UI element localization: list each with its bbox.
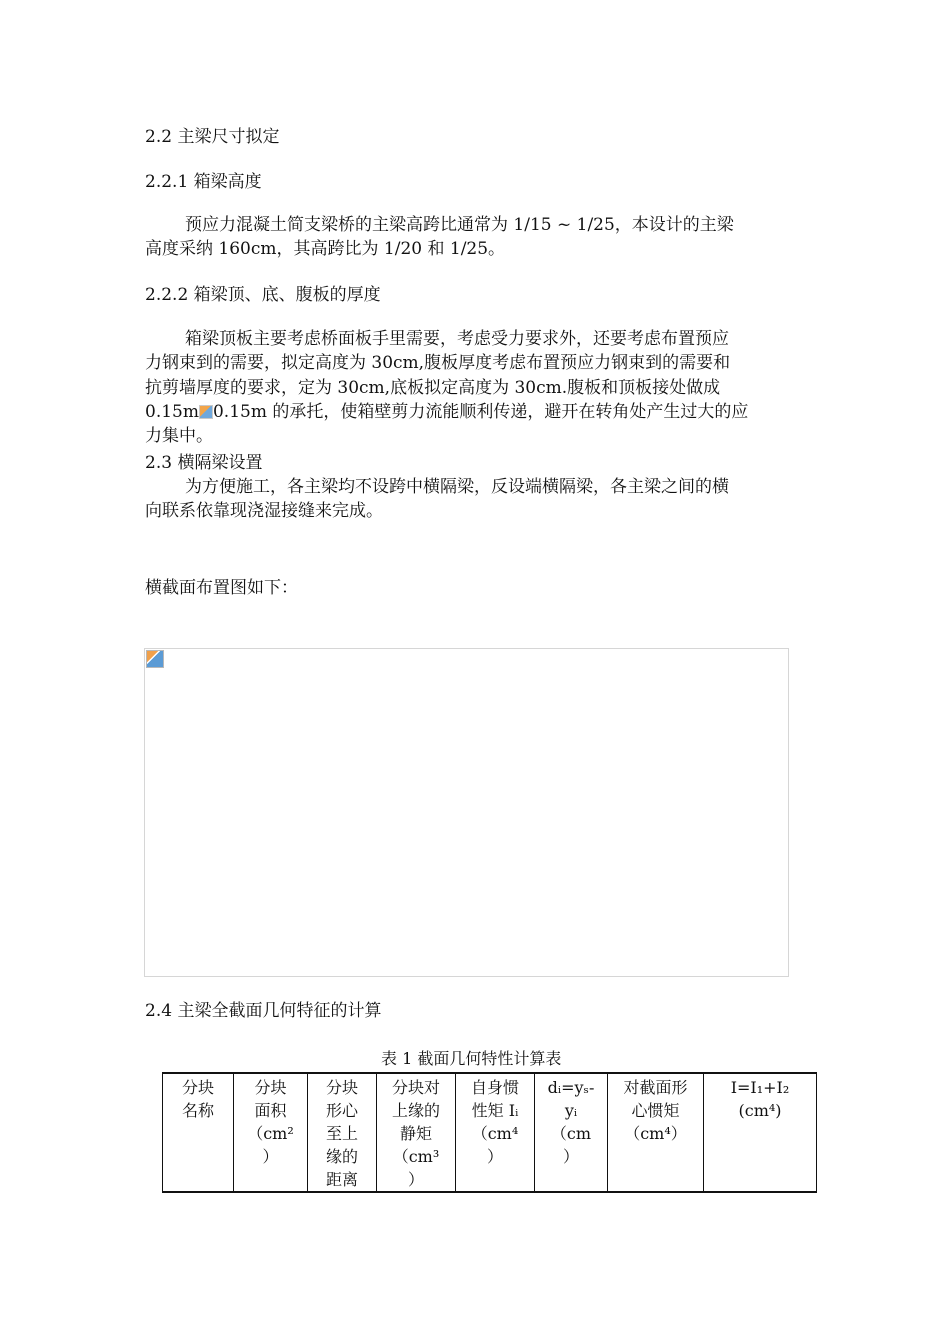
header-text: 距离 — [325, 1170, 358, 1189]
header-text: yᵢ — [564, 1101, 578, 1120]
header-text: ） — [407, 1170, 424, 1189]
header-text: 上缘的 — [391, 1101, 440, 1120]
figure-intro: 横截面布置图如下： — [145, 578, 298, 598]
header-text: dᵢ=yₛ- — [547, 1078, 595, 1097]
paragraph-diaphragm — [145, 475, 807, 524]
paragraph-line — [145, 400, 807, 424]
header-text: （cm² — [247, 1124, 294, 1143]
header-text: 心惯矩 — [631, 1101, 680, 1120]
paragraph-line: 向联系依靠现浇湿接缝来完成。 — [145, 501, 383, 522]
header-text: (cm⁴) — [738, 1101, 782, 1120]
cross-section-figure — [144, 648, 789, 977]
header-text: ） — [262, 1147, 279, 1166]
paragraph-line: 抗剪墙厚度的要求，定为 30cm,底板拟定高度为 30cm.腹板和顶板接处做成 — [145, 377, 721, 398]
header-text: 名称 — [181, 1101, 214, 1120]
paragraph-line: 为方便施工，各主梁均不设跨中横隔梁，反设端横隔梁，各主梁之间的横 — [185, 477, 729, 497]
header-text: 分块 — [325, 1078, 358, 1097]
header-text: 分块对 — [391, 1078, 440, 1097]
header-cell — [163, 1073, 234, 1192]
header-text: 分块 — [254, 1078, 287, 1097]
paragraph-text: 0.15m 的承托，使箱壁剪力流能顺利传递，避开在转角处产生过大的应 — [212, 401, 749, 422]
header-cell — [608, 1073, 704, 1192]
paragraph-line: 预应力混凝土简支梁桥的主梁高跨比通常为 1/15 ~ 1/25，本设计的主梁 — [185, 215, 734, 235]
header-text: （cm — [550, 1124, 592, 1143]
header-text: ） — [562, 1147, 579, 1166]
broken-image-icon — [146, 650, 164, 668]
heading-2-2: 2.2 主梁尺寸拟定 — [145, 127, 280, 147]
header-text: I=I₁+I₂ — [730, 1078, 790, 1097]
paragraph-plate-thickness — [145, 327, 807, 448]
heading-2-3: 2.3 横隔梁设置 — [145, 453, 263, 473]
table-caption: 表 1 截面几何特性计算表 — [381, 1049, 562, 1068]
header-text: 至上 — [325, 1124, 358, 1143]
header-cell — [308, 1073, 377, 1192]
paragraph-line: 箱梁顶板主要考虑桥面板手里需要，考虑受力要求外，还要考虑布置预应 — [185, 329, 729, 349]
header-text: 面积 — [254, 1101, 287, 1120]
header-cell — [377, 1073, 456, 1192]
header-text: ） — [486, 1147, 503, 1166]
header-text: 对截面形 — [623, 1078, 688, 1097]
table-header-row — [163, 1073, 817, 1192]
header-text: 性矩 Iᵢ — [471, 1101, 519, 1120]
paragraph-line: 力钢束到的需要，拟定高度为 30cm,腹板厚度考虑布置预应力钢束到的需要和 — [145, 353, 731, 374]
header-cell — [456, 1073, 535, 1192]
broken-image-icon — [199, 405, 213, 419]
header-cell — [234, 1073, 308, 1192]
paragraph-line: 力集中。 — [145, 426, 213, 447]
header-text: 分块 — [181, 1078, 214, 1097]
heading-2-4: 2.4 主梁全截面几何特征的计算 — [145, 1001, 382, 1021]
header-text: （cm³ — [392, 1147, 440, 1166]
header-text: 形心 — [325, 1101, 358, 1120]
header-cell — [535, 1073, 608, 1192]
header-text: （cm⁴） — [624, 1124, 687, 1143]
heading-2-2-1: 2.2.1 箱梁高度 — [145, 172, 262, 192]
section-properties-table — [162, 1072, 817, 1193]
header-text: 缘的 — [325, 1147, 358, 1166]
heading-2-2-2: 2.2.2 箱梁顶、底、腹板的厚度 — [145, 285, 381, 305]
header-text: 静矩 — [399, 1124, 432, 1143]
header-cell — [704, 1073, 817, 1192]
header-text: （cm⁴ — [471, 1124, 519, 1143]
header-text: 自身惯 — [470, 1078, 519, 1097]
paragraph-line: 高度采纳 160cm，其高跨比为 1/20 和 1/25。 — [145, 239, 506, 260]
paragraph-text: 0.15m — [145, 401, 199, 422]
paragraph-box-height — [145, 213, 807, 262]
